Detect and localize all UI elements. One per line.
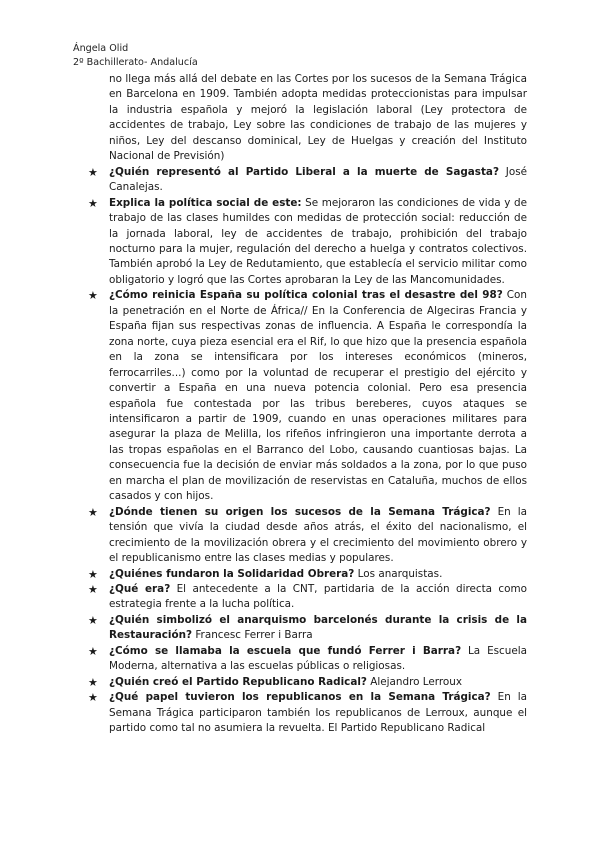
answer-text: Se mejoraron las condiciones de vida y de trabajo de las clases humildes con medidas de protección social: reducción de la jornada laboral, ley de accidentes de trabajo, prohibición del trabajo nocturno para la mujer, regulación del derecho a huelga y contratos colectivos. También aprobó la Ley de Redutamiento, que establecía el servicio militar como obligatorio y logró que las Cortes aprobaran la Ley de las Mancomunidades.	[109, 196, 527, 286]
star-bullet-icon: ★	[88, 675, 98, 689]
star-bullet-icon: ★	[88, 582, 98, 596]
question-text: ¿Quién simbolizó el anarquismo barcelonés durante la crisis de la Restauración?	[109, 613, 527, 642]
question-text: ¿Quién creó el Partido Republicano Radical?	[109, 675, 367, 688]
question-text: ¿Cómo se llamaba la escuela que fundó Ferrer i Barra?	[109, 644, 462, 657]
list-item	[88, 196, 527, 289]
list-item	[88, 690, 527, 736]
list-item	[88, 644, 527, 675]
answer-text: Francesc Ferrer i Barra	[192, 629, 313, 642]
star-bullet-icon: ★	[88, 289, 98, 303]
answer-text: Los anarquistas.	[354, 567, 443, 580]
question-text: ¿Quién representó al Partido Liberal a la muerte de Sagasta?	[109, 165, 499, 178]
star-bullet-icon: ★	[88, 165, 98, 179]
answer-text: El antecedente a la CNT, partidaria de la acción directa como estrategia frente a la lucha política.	[109, 582, 527, 611]
answer-text: La Escuela Moderna, alternativa a las escuelas públicas o religiosas.	[109, 644, 528, 673]
star-bullet-icon: ★	[88, 196, 98, 210]
author-name: Ángela Olid	[73, 43, 129, 54]
star-bullet-icon: ★	[88, 505, 98, 519]
question-text: ¿Qué papel tuvieron los republicanos en la Semana Trágica?	[109, 691, 491, 704]
question-text: ¿Cómo reinicia España su política colonial tras el desastre del 98?	[109, 289, 503, 302]
course-label: 2º Bachillerato- Andalucía	[73, 57, 198, 68]
list-item	[88, 505, 527, 567]
question-text: ¿Qué era?	[109, 582, 171, 595]
document-body	[88, 72, 527, 736]
star-bullet-icon: ★	[88, 644, 98, 658]
answer-text: Alejandro Lerroux	[366, 675, 462, 688]
star-bullet-icon: ★	[88, 691, 98, 705]
list-item	[88, 567, 527, 582]
list-item	[88, 675, 527, 690]
answer-text: Con la penetración en el Norte de África// En la Conferencia de Algeciras Francia y España fijan sus respectivas zonas de influencia. A España le correspondía la zona norte, cuya pieza esencial era el Rif, lo que hizo que la presencia española en la zona se intensificara por los intereses económicos (mineros, ferrocarriles...) como por la voluntad de recuperar el prestigio del ejército y convertir a España en una nueva potencia colonial. Pero esa presencia española fue contestada por las tribus bereberes, cuyos ataques se intensificaron a partir de 1909, cuando en unas operaciones militares para asegurar la plaza de Melilla, los rifeños infringieron una importante derrota a las tropas españolas en el Barranco del Lobo, causando cuantiosas bajas. La consecuencia fue la decisión de enviar más soldados a la zona, por lo que puso en marcha el plan de movilización de reservistas en Cataluña, muchos de ellos casados y con hijos.	[109, 289, 527, 503]
list-item	[88, 288, 527, 504]
answer-text: En la Semana Trágica participaron también los republicanos de Lerroux, aunque el partido como tal no asumiera la revuelta. El Partido Republicano Radical	[109, 691, 527, 735]
star-bullet-icon: ★	[88, 613, 98, 627]
answer-text: En la tensión que vivía la ciudad desde años atrás, el éxito del nacionalismo, el crecimiento de la movilización obrera y el crecimiento del movimiento obrero y el republicanismo entre las clases medias y populares.	[109, 505, 527, 565]
question-text: ¿Quiénes fundaron la Solidaridad Obrera?	[109, 567, 355, 580]
list-item	[88, 165, 527, 196]
list-item	[88, 582, 527, 613]
answer-text: José Canalejas.	[109, 165, 527, 194]
star-bullet-icon: ★	[88, 567, 98, 581]
question-text: ¿Dónde tienen su origen los sucesos de la Semana Trágica?	[109, 505, 491, 518]
list-item	[88, 613, 527, 644]
continuation-paragraph: no llega más allá del debate en las Cortes por los sucesos de la Semana Trágica en Barcelona en 1909. También adopta medidas proteccionistas para impulsar la industria española y mejoró la legislación laboral (Ley protectora de accidentes de trabajo, Ley sobre las condiciones de trabajo de las mujeres y niños, Ley del descanso dominical, Ley de Huelgas y creación del Instituto Nacional de Previsión)	[109, 73, 527, 163]
question-text: Explica la política social de este:	[109, 196, 302, 209]
